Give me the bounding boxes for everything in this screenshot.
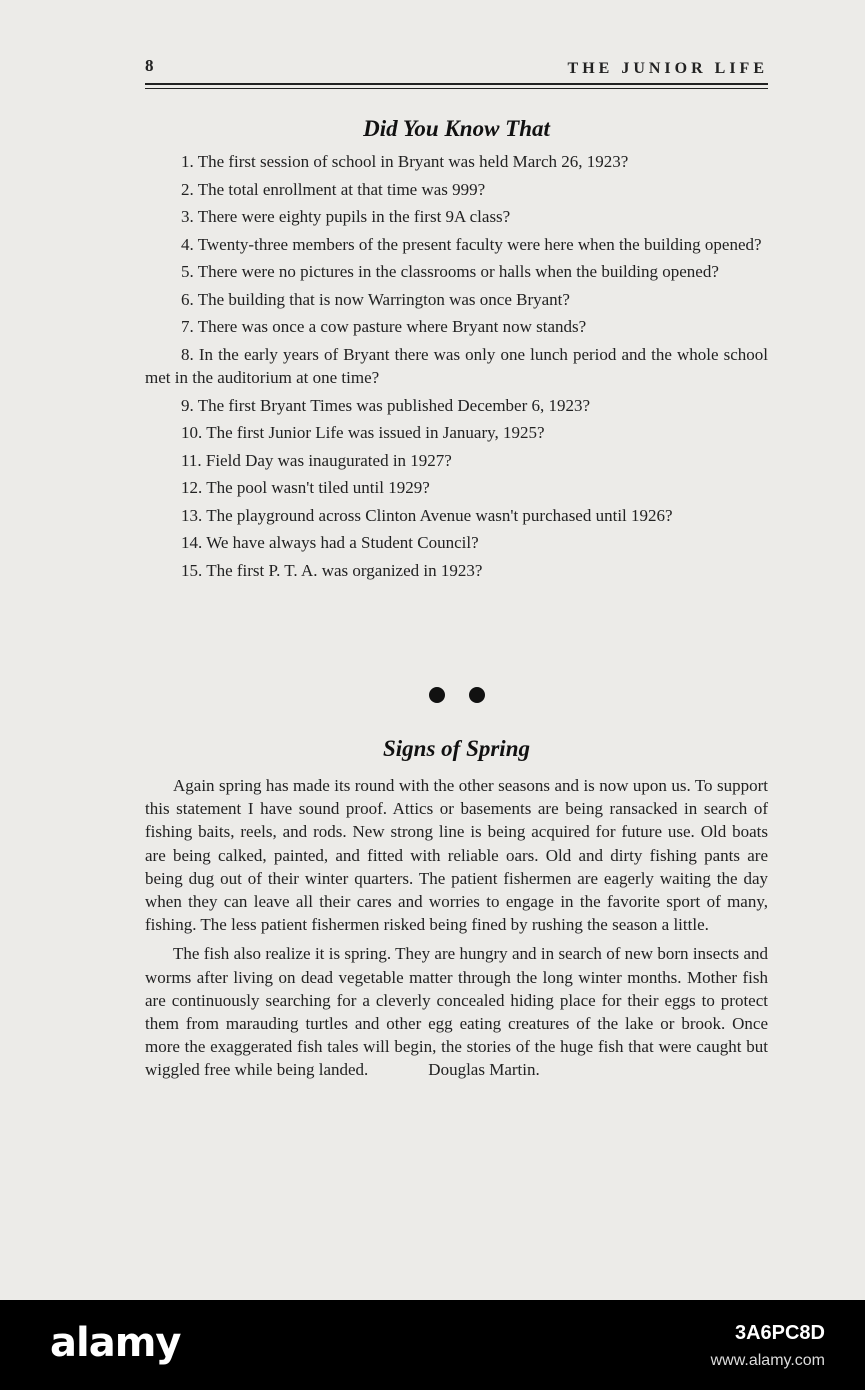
list-item: 14. We have always had a Student Council?	[181, 533, 479, 552]
section-title-signs-of-spring: Signs of Spring	[382, 736, 530, 761]
page-header	[145, 56, 768, 80]
image-code: 3A6PC8D	[734, 1322, 825, 1344]
article-paragraph: Again spring has made its round with the other seasons and is now upon us. To support this statement I have sound proof. Attics or basements are being ransacked in search of fishing baits, reels, and rods. New strong line is being acquired for future use. Old boats are being calked, painted, and fitted with reliable oars. Old and dirty fishing pants are being dug out of their winter quarters. The patient fishermen are eagerly waiting the day when they can leave all their cares and worries to engage in the favorite sport of many, fishing. The less patient fishermen risked being fined by rushing the season a little.	[145, 776, 768, 935]
header-rule-thin	[145, 88, 768, 89]
list-item: 6. The building that is now Warrington was once Bryant?	[181, 289, 570, 309]
stock-banner	[0, 1300, 865, 1390]
list-item: 15. The first P. T. A. was organized in 1923?	[181, 560, 483, 580]
header-rule-thick	[145, 83, 768, 85]
brand-logo: alamy	[50, 1320, 181, 1366]
article-paragraph	[145, 942, 768, 1081]
list-item: 12. The pool wasn't tiled until 1929?	[181, 478, 430, 497]
list-item: 3. There were eighty pupils in the first 9A class?	[181, 207, 511, 226]
list-item: 2. The total enrollment at that time was 999?	[181, 179, 486, 199]
author-signature: Douglas Martin.	[428, 1060, 540, 1080]
list-item: 11. Field Day was inaugurated in 1927?	[181, 450, 452, 470]
article-paragraph-text: The fish also realize it is spring. They are hungry and in search of new born insects and worms after living on dead vegetable matter through the long winter months. Mother fish are continuously searching for a cleverly concealed hiding place for their eggs to protect them from marauding turtles and other egg eating creatures of the lake or brook. Once more the exaggerated fish tales will begin, the stories of the huge fish that were caught but wiggled free while being landed.	[145, 944, 768, 1080]
section-title-did-you-know: Did You Know That	[363, 116, 550, 141]
list-item: 5. There were no pictures in the classrooms or halls when the building opened?	[181, 262, 719, 281]
section-divider	[145, 683, 768, 707]
list-item: 8. In the early years of Bryant there was only one lunch period and the whole school met in the auditorium at one time?	[145, 344, 768, 387]
list-item: 1. The first session of school in Bryant was held March 26, 1923?	[181, 152, 629, 171]
divider-dot	[429, 687, 445, 703]
site-url: www.alamy.com	[710, 1352, 825, 1369]
list-item: 4. Twenty-three members of the present faculty were here when the building opened?	[181, 234, 762, 254]
list-item: 9. The first Bryant Times was published December 6, 1923?	[181, 395, 591, 415]
list-item: 7. There was once a cow pasture where Bryant now stands?	[181, 317, 587, 336]
list-item: 13. The playground across Clinton Avenue wasn't purchased until 1926?	[181, 505, 673, 525]
divider-dot	[469, 687, 485, 703]
article-body	[145, 774, 768, 1088]
page-number: 8	[145, 56, 154, 75]
running-title: THE JUNIOR LIFE	[567, 60, 768, 77]
list-item: 10. The first Junior Life was issued in January, 1925?	[181, 423, 545, 442]
facts-list	[145, 150, 768, 586]
